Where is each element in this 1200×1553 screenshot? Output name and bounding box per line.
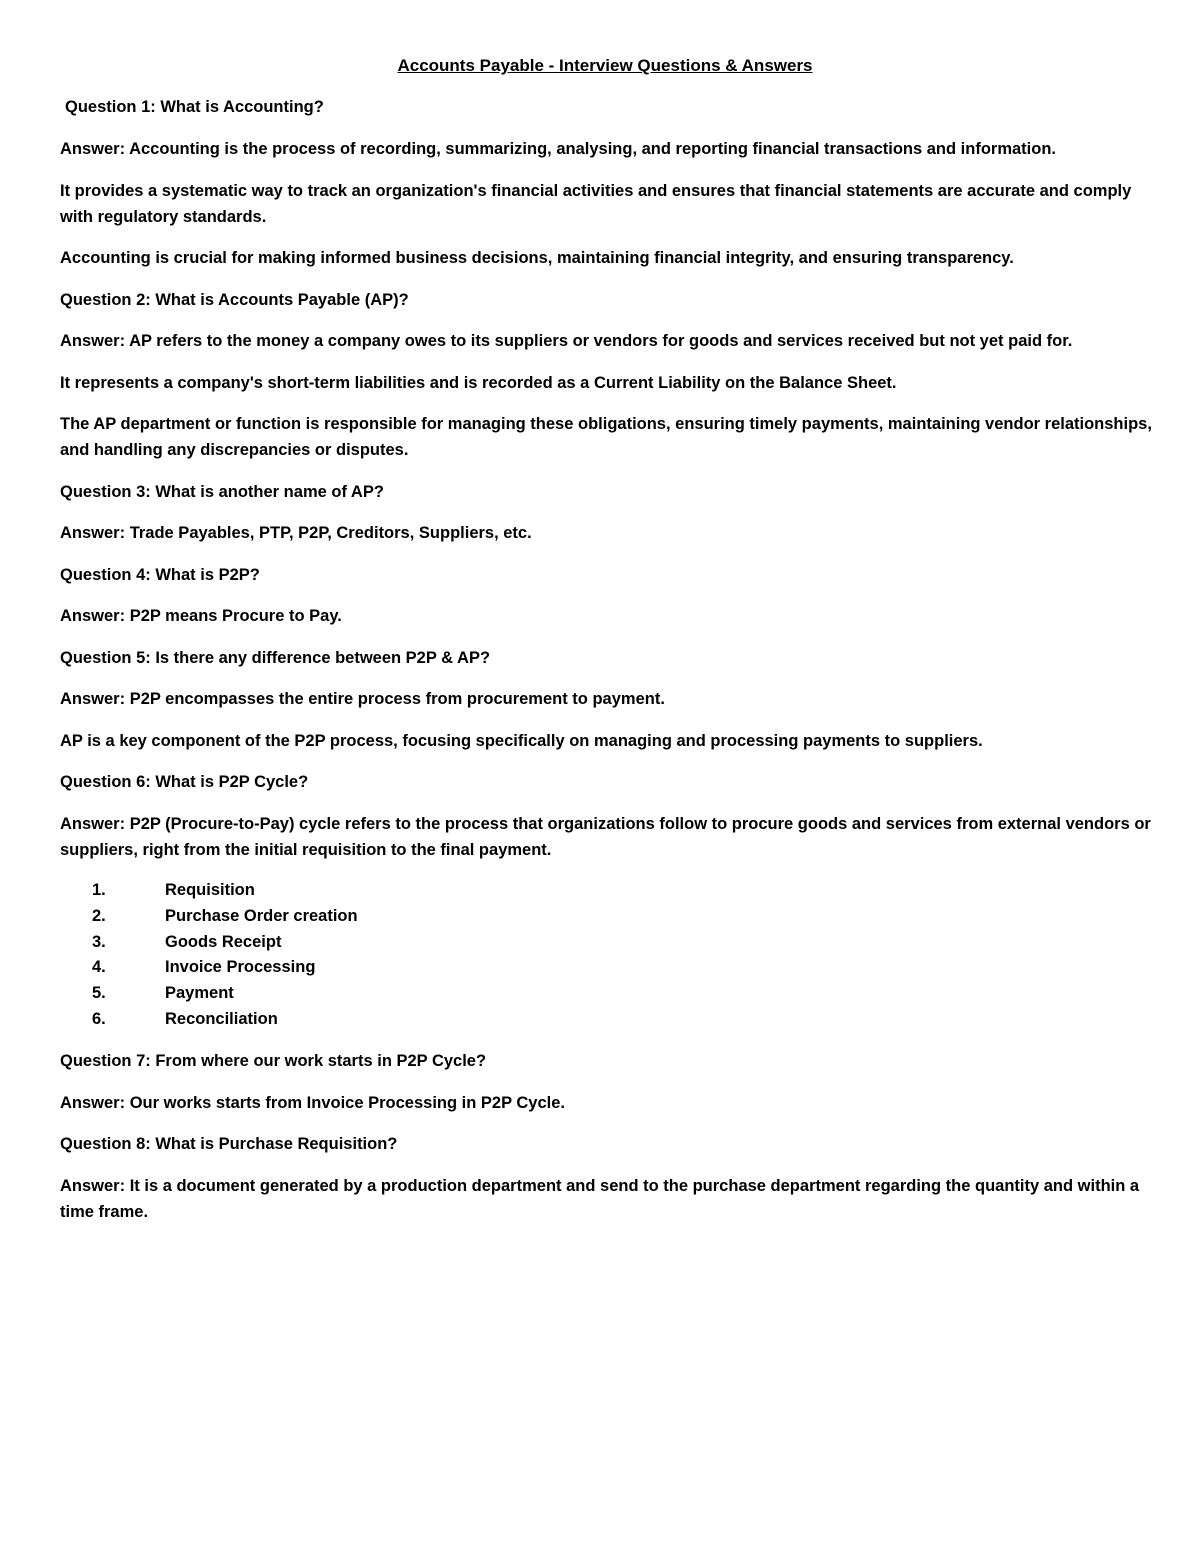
- answer-4-text: P2P means Procure to Pay.: [129, 607, 342, 625]
- list-item: [60, 930, 1152, 956]
- answer-3-text: Trade Payables, PTP, P2P, Creditors, Suppliers, etc.: [129, 524, 532, 542]
- answer-label: Answer:: [60, 814, 126, 833]
- step-number: 4.: [92, 958, 106, 977]
- question-4: Question 4: What is P2P?: [60, 565, 260, 584]
- answer-2-detail-2: The AP department or function is responsible for managing these obligations, ensuring timely payments, maintaining vendor relationships, and handling any discrepancies or disputes.: [60, 415, 1152, 459]
- step-number: 1.: [92, 881, 106, 899]
- answer-label: Answer:: [60, 332, 126, 350]
- answer-1-text: Accounting is the process of recording, summarizing, analysing, and reporting financial transactions and information.: [129, 140, 1056, 158]
- answer-4: [60, 603, 1152, 629]
- step-label: Requisition: [165, 881, 255, 899]
- list-item: [60, 955, 1152, 981]
- step-number: 5.: [92, 984, 106, 1003]
- answer-5: [60, 686, 1152, 712]
- answer-1-detail-1: It provides a systematic way to track an organization's financial activities and ensures that financial statements are accurate and comply with regulatory standards.: [60, 181, 1132, 226]
- answer-label: Answer:: [60, 607, 126, 625]
- question-5: Question 5: Is there any difference between P2P & AP?: [60, 648, 491, 667]
- answer-2: [60, 328, 1152, 354]
- answer-1: [60, 136, 1152, 162]
- answer-2-text: AP refers to the money a company owes to its suppliers or vendors for goods and services received but not yet paid for.: [129, 332, 1073, 350]
- list-item: [60, 878, 1152, 904]
- answer-7: [60, 1090, 1152, 1116]
- question-2: Question 2: What is Accounts Payable (AP)?: [60, 290, 409, 309]
- answer-5-text: P2P encompasses the entire process from procurement to payment.: [129, 690, 665, 708]
- step-number: 3.: [92, 932, 106, 951]
- answer-7-text: Our works starts from Invoice Processing in P2P Cycle.: [129, 1093, 565, 1112]
- question-7: Question 7: From where our work starts in P2P Cycle?: [60, 1052, 487, 1071]
- answer-label: Answer:: [60, 140, 126, 158]
- list-item: [60, 904, 1152, 930]
- answer-label: Answer:: [60, 1093, 126, 1112]
- answer-label: Answer:: [60, 524, 126, 542]
- step-number: 2.: [92, 906, 106, 925]
- answer-6: [60, 811, 1152, 863]
- answer-5-detail-1: AP is a key component of the P2P process, focusing specifically on managing and processing payments to suppliers.: [60, 731, 983, 750]
- question-3: Question 3: What is another name of AP?: [60, 482, 384, 501]
- step-label: Goods Receipt: [165, 932, 282, 951]
- answer-8: [60, 1173, 1152, 1225]
- answer-8-text: It is a document generated by a production department and send to the purchase department regarding the quantity and within a time frame.: [60, 1176, 1140, 1221]
- answer-1-detail-2: Accounting is crucial for making informed business decisions, maintaining financial integrity, and ensuring transparency.: [60, 249, 1014, 267]
- step-label: Payment: [165, 984, 234, 1003]
- question-8: Question 8: What is Purchase Requisition?: [60, 1135, 398, 1154]
- qa-content: [60, 94, 1152, 1240]
- step-label: Reconciliation: [165, 1009, 278, 1028]
- question-1: Question 1: What is Accounting?: [65, 98, 324, 116]
- document-title: Accounts Payable - Interview Questions & Answers: [397, 56, 813, 75]
- list-item: [60, 1007, 1152, 1033]
- step-label: Invoice Processing: [165, 958, 316, 977]
- question-6: Question 6: What is P2P Cycle?: [60, 773, 309, 791]
- step-label: Purchase Order creation: [165, 906, 358, 925]
- list-item: [60, 981, 1152, 1007]
- answer-label: Answer:: [60, 1176, 126, 1195]
- answer-label: Answer:: [60, 690, 126, 708]
- answer-2-detail-1: It represents a company's short-term liabilities and is recorded as a Current Liability on the Balance Sheet.: [60, 373, 897, 392]
- step-number: 6.: [92, 1009, 106, 1028]
- answer-3: [60, 520, 1152, 546]
- answer-6-text: P2P (Procure-to-Pay) cycle refers to the process that organizations follow to procure goods and services from external vendors or suppliers, right from the initial requisition to the final payment.: [60, 814, 1151, 859]
- p2p-steps-list: [60, 878, 1152, 1033]
